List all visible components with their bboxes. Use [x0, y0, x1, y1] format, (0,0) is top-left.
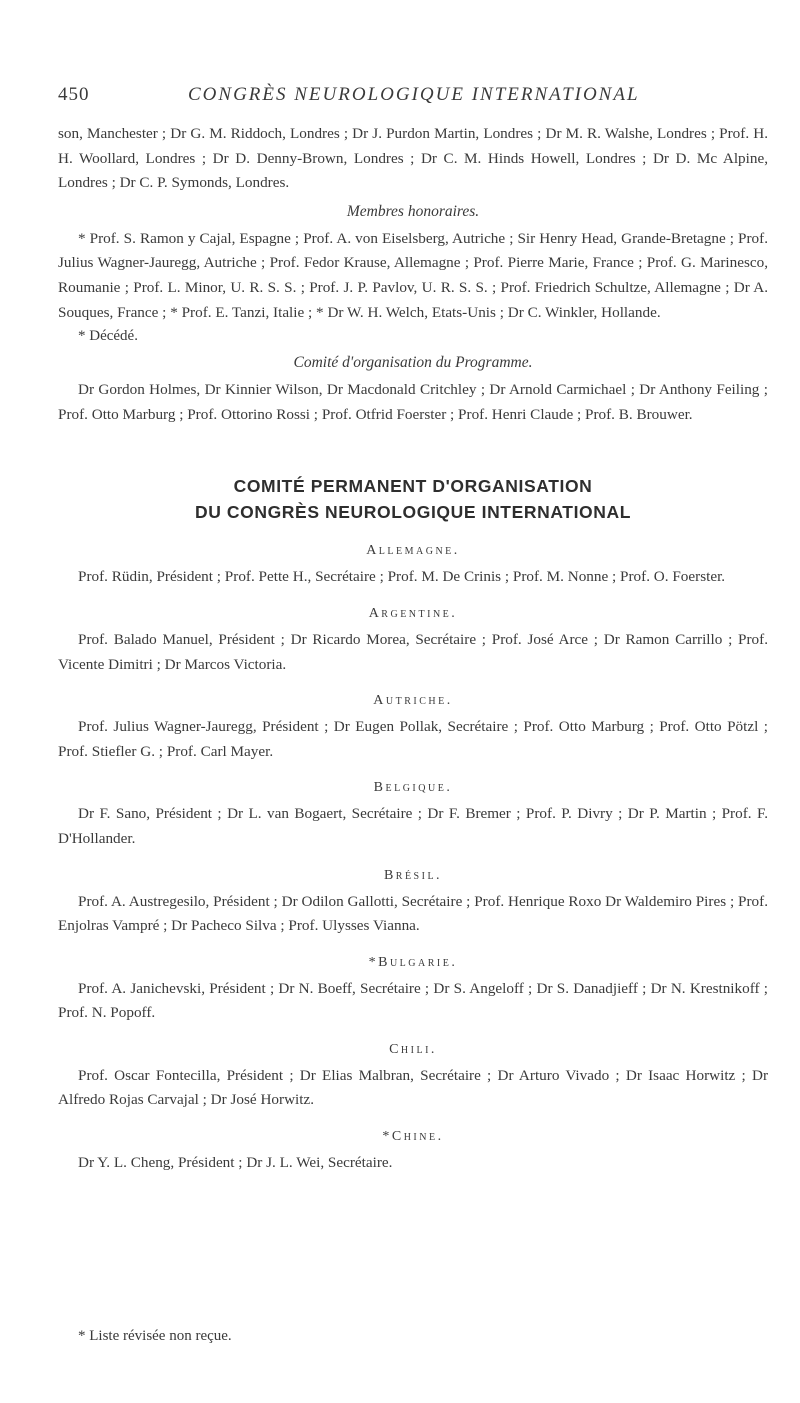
country-members-chili: Prof. Oscar Fontecilla, Président ; Dr Elias Malbran, Secrétaire ; Dr Arturo Vivado ; Dr Isaac Horwitz ; Dr Alfredo Rojas Carvajal ; Dr José Horwitz.	[58, 1066, 768, 1109]
country-heading-bresil: Brésil.	[383, 867, 443, 883]
continued-member-list: son, Manchester ; Dr G. M. Riddoch, Londres ; Dr J. Purdon Martin, Londres ; Dr M. R. Walshe, Londres ; Prof. H. H. Woollard, Londres ; Dr D. Denny-Brown, Londres ; Dr C. M. Hinds Howell, Londres ; Dr D. Mc Alpine, Londres ; Dr C. P. Symonds, Londres.	[58, 125, 768, 192]
footnote: * Liste révisée non reçue.	[78, 1328, 232, 1344]
running-head	[58, 84, 742, 110]
country-heading-allemagne: Allemagne.	[366, 543, 460, 559]
country-members-chine: Dr Y. L. Cheng, Président ; Dr J. L. Wei, Secrétaire.	[78, 1154, 393, 1172]
country-members-allemagne: Prof. Rüdin, Président ; Prof. Pette H., Secrétaire ; Prof. M. De Crinis ; Prof. M. Nonne ; Prof. O. Foerster.	[78, 568, 726, 586]
title-line-2: DU CONGRÈS NEUROLOGIQUE INTERNATIONAL	[194, 502, 632, 523]
country-members-autriche: Prof. Julius Wagner-Jauregg, Président ; Dr Eugen Pollak, Secrétaire ; Prof. Otto Marburg ; Prof. Otto Pötzl ; Prof. Stiefler G. ; Prof. Carl Mayer.	[58, 718, 768, 760]
programme-committee-heading: Comité d'organisation du Programme.	[293, 354, 533, 372]
country-heading-chine: *Chine.	[382, 1129, 444, 1145]
permanent-committee-title	[58, 473, 768, 525]
country-members-bresil: Prof. A. Austregesilo, Président ; Dr Odilon Gallotti, Secrétaire ; Prof. Henrique Roxo Dr Waldemiro Pires ; Prof. Enjolras Vampré ; Dr Pacheco Silva ; Prof. Ulysses Vianna.	[58, 892, 768, 935]
programme-committee-list: Dr Gordon Holmes, Dr Kinnier Wilson, Dr Macdonald Critchley ; Dr Arnold Carmichael ; Dr Anthony Feiling ; Prof. Otto Marburg ; Prof. Ottorino Rossi ; Prof. Otfrid Foerster ; Prof. Henri Claude ; Prof. B. Brouwer.	[58, 381, 768, 423]
country-heading-belgique: Belgique.	[373, 780, 453, 796]
title-line-1: COMITÉ PERMANENT D'ORGANISATION	[233, 476, 593, 497]
country-heading-chili: Chili.	[389, 1041, 437, 1057]
country-members-argentine: Prof. Balado Manuel, Président ; Dr Ricardo Morea, Secrétaire ; Prof. José Arce ; Dr Ramon Carrillo ; Prof. Vicente Dimitri ; Dr Marcos Victoria.	[58, 630, 768, 673]
country-heading-argentine: Argentine.	[368, 605, 458, 621]
country-heading-bulgarie: *Bulgarie.	[368, 954, 458, 970]
country-heading-autriche: Autriche.	[373, 693, 453, 709]
page-content	[58, 122, 768, 1176]
country-members-belgique: Dr F. Sano, Président ; Dr L. van Bogaert, Secrétaire ; Dr F. Bremer ; Prof. P. Divry ; Dr P. Martin ; Prof. F. D'Hollander.	[58, 805, 768, 847]
running-title: CONGRÈS NEUROLOGIQUE INTERNATIONAL	[188, 84, 640, 105]
honorary-members-list: * Prof. S. Ramon y Cajal, Espagne ; Prof. A. von Eiselsberg, Autriche ; Sir Henry Head, Grande-Bretagne ; Prof. Julius Wagner-Jauregg, Autriche ; Prof. Fedor Krause, Allemagne ; Prof. Pierre Marie, France ; Prof. G. Marinesco, Roumanie ; Prof. L. Minor, U. R. S. S. ; Prof. J. P. Pavlov, U. R. S. S. ; Prof. Friedrich Schultze, Allemagne ; Dr A. Souques, France ; * Prof. E. Tanzi, Italie ; * Dr W. H. Welch, Etats-Unis ; Dr C. Winkler, Hollande.	[58, 229, 768, 321]
country-members-bulgarie: Prof. A. Janichevski, Président ; Dr N. Boeff, Secrétaire ; Dr S. Angeloff ; Dr S. Danadjieff ; Dr N. Krestnikoff ; Prof. N. Popoff.	[58, 979, 768, 1022]
honorary-members-heading: Membres honoraires.	[346, 202, 480, 220]
deceased-note: * Décédé.	[78, 328, 138, 345]
page-number: 450	[58, 84, 90, 105]
